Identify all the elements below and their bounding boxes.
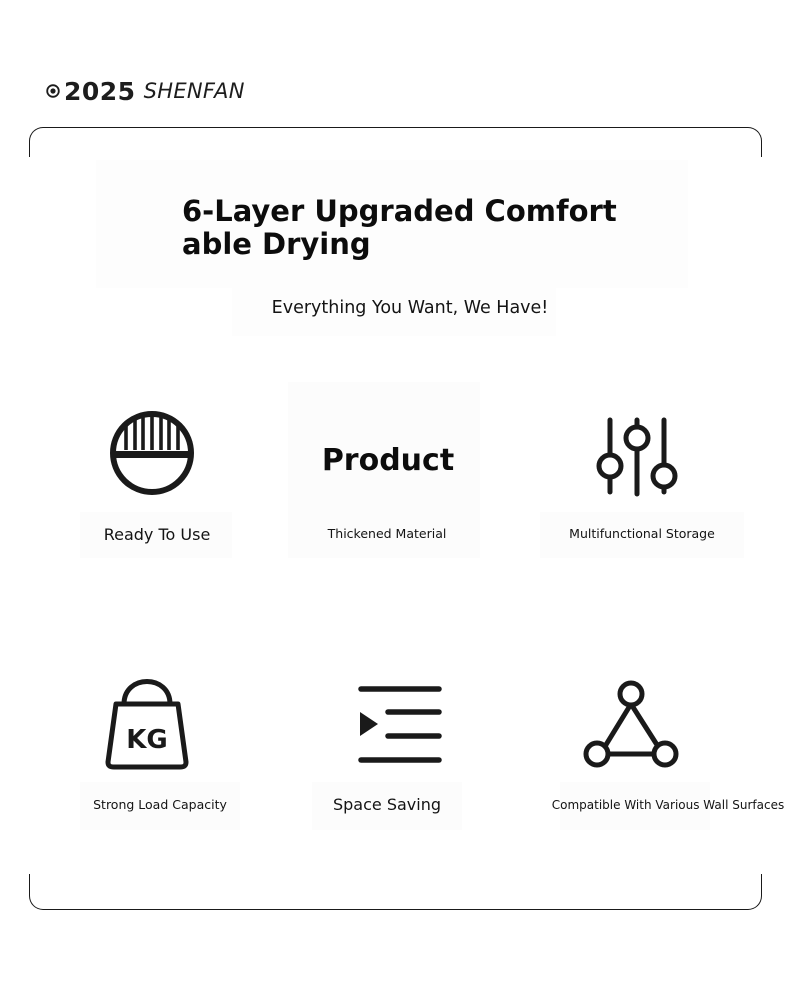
feature-label: Multifunctional Storage <box>569 526 715 541</box>
round-drying-rack-icon <box>108 408 198 498</box>
product-wordmark: Product <box>321 443 455 478</box>
indent-list-icon <box>356 684 446 768</box>
sliders-icon <box>594 414 682 500</box>
feature-label: Strong Load Capacity <box>93 797 227 812</box>
brand-name: SHENFAN <box>143 78 245 103</box>
frame-top-border <box>29 127 762 157</box>
kg-weight-icon <box>102 678 192 772</box>
page-subtitle: Everything You Want, We Have! <box>271 298 549 318</box>
brand <box>46 74 245 108</box>
kg-label: KG <box>126 725 168 755</box>
triangle-nodes-icon <box>582 678 682 772</box>
feature-label: Ready To Use <box>103 525 211 544</box>
feature-label: Compatible With Various Wall Surfaces <box>551 798 785 812</box>
feature-label: Thickened Material <box>327 526 447 541</box>
target-circle-icon <box>46 84 60 98</box>
brand-year: 2025 <box>64 76 136 106</box>
feature-label: Space Saving <box>332 795 441 814</box>
page-title: 6-Layer Upgraded Comfortable Drying <box>182 194 617 261</box>
frame-bottom-border <box>29 874 762 910</box>
